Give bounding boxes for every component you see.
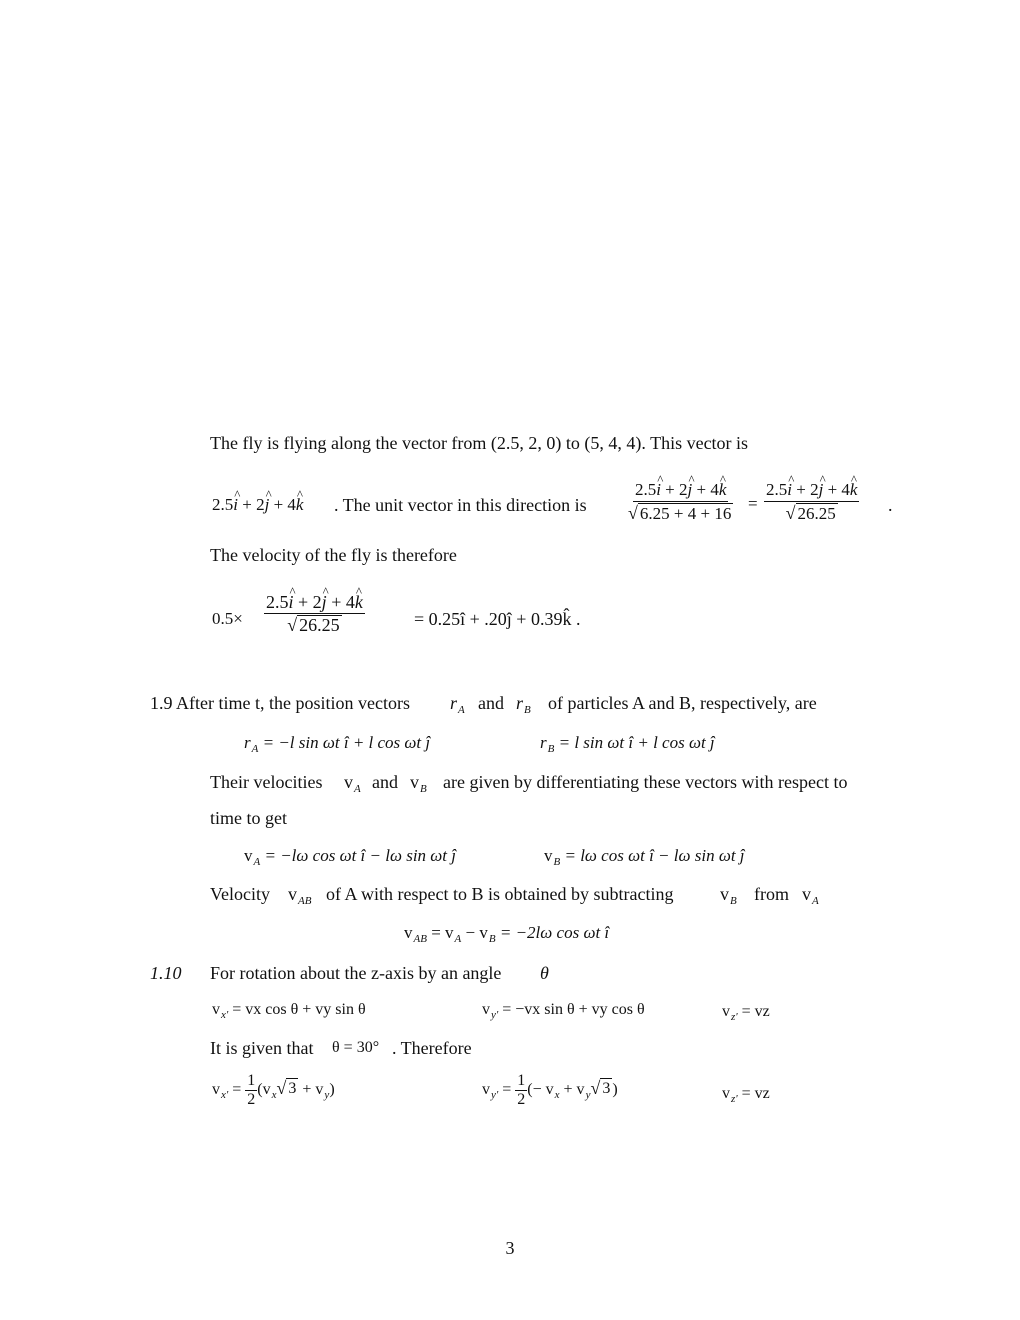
rotation-sentence: For rotation about the z-axis by an angle <box>210 963 502 983</box>
unit-vector-sentence: . The unit vector in this direction is <box>334 495 587 515</box>
rA-symbol: $r_A$ <box>450 693 465 716</box>
and-word: and <box>478 693 504 713</box>
relative-velocity-text-a: Velocity <box>210 884 270 904</box>
relative-velocity-text-c: from <box>754 884 789 904</box>
vB-symbol: $v_B$ <box>410 772 427 795</box>
velocities-text-d: time to get <box>210 808 287 828</box>
rB-equation: $r_B = l$ sin ωt î + l cos ωt ĵ <box>540 733 715 755</box>
vAB-equation: $v_{AB} = v_A - v_B = -2l\omega$ cos ωt î <box>404 923 610 945</box>
fly-vector-expression: 2.5i ^ + 2j ^ + 4k ^ <box>212 494 303 516</box>
vB-symbol-2: $v_B$ <box>720 884 737 907</box>
vA-equation: $v_A = -l\omega$ cos ωt î − lω sin ωt ĵ <box>244 846 456 868</box>
section-1-9-intro-end: of particles A and B, respectively, are <box>548 693 817 713</box>
given-angle: θ = 30° <box>332 1039 380 1056</box>
vA-symbol: $v_A$ <box>344 772 361 795</box>
denominator-1: 6.25 + 4 + 16 <box>639 504 732 523</box>
vx-prime-equation: $v_{x'}$ = vx cos θ + vy sin θ <box>212 1001 366 1021</box>
period: . <box>888 495 893 515</box>
fly-vector-sentence: The fly is flying along the vector from (2.5, 2, 0) to (5, 4, 4). This vector is <box>210 433 749 453</box>
vy-prime-equation: $v_{y'} = -vx$ sin θ + vy cos θ <box>482 1001 645 1021</box>
vx-prime-numeric: $v_{x'}$ = $\frac{1}{2}$ ($v_x$ √ 3 + $v_y$) <box>212 1072 335 1108</box>
given-text-b: . Therefore <box>392 1038 472 1058</box>
equals-sign: = <box>748 494 758 513</box>
vAB-symbol: $v_{AB}$ <box>288 884 312 907</box>
section-1-10-label: 1.10 <box>150 963 182 983</box>
vA-symbol-2: $v_A$ <box>802 884 819 907</box>
rA-equation: $r_A = -l$ sin ωt î + l cos ωt ĵ <box>244 733 431 755</box>
velocities-text-c: are given by differentiating these vectors with respect to <box>443 772 848 792</box>
velocity-result: = 0.25î + .20ĵ + 0.39k̂ . <box>414 609 581 629</box>
theta-symbol: θ <box>540 963 549 983</box>
given-text-a: It is given that <box>210 1038 314 1058</box>
vB-equation: $v_B = l\omega$ cos ωt î − lω sin ωt ĵ <box>544 846 745 868</box>
denominator-2: 26.25 <box>797 504 836 523</box>
velocities-text-a: Their velocities <box>210 772 323 792</box>
section-1-9-intro: 1.9 After time t, the position vectors <box>150 693 410 713</box>
velocity-coefficient: 0.5× <box>212 609 243 628</box>
vy-prime-numeric: $v_{y'}$ = $\frac{1}{2}$ (− $v_x + v_y$ √ 3 ) <box>482 1072 618 1108</box>
page-number: 3 <box>505 1238 515 1258</box>
vz-prime-numeric: $v_{z'}$ = vz <box>722 1085 770 1105</box>
velocity-fraction: 2.5i ^ + 2j ^ + 4k ^ √ 26.25 <box>264 592 365 635</box>
unit-vector-fraction-2: 2.5i ^ + 2j ^ + 4k ^ √ 26.25 <box>764 480 859 524</box>
rB-symbol: $r_B$ <box>516 693 531 716</box>
unit-vector-fraction-1: 2.5i ^ + 2j ^ + 4k ^ √ 6.25 + 4 + 16 <box>626 480 735 524</box>
velocity-sentence: The velocity of the fly is therefore <box>210 545 457 565</box>
vz-prime-equation: $v_{z'}$ = vz <box>722 1003 770 1023</box>
relative-velocity-text-b: of A with respect to B is obtained by subtracting <box>326 884 674 904</box>
velocities-and: and <box>372 772 398 792</box>
